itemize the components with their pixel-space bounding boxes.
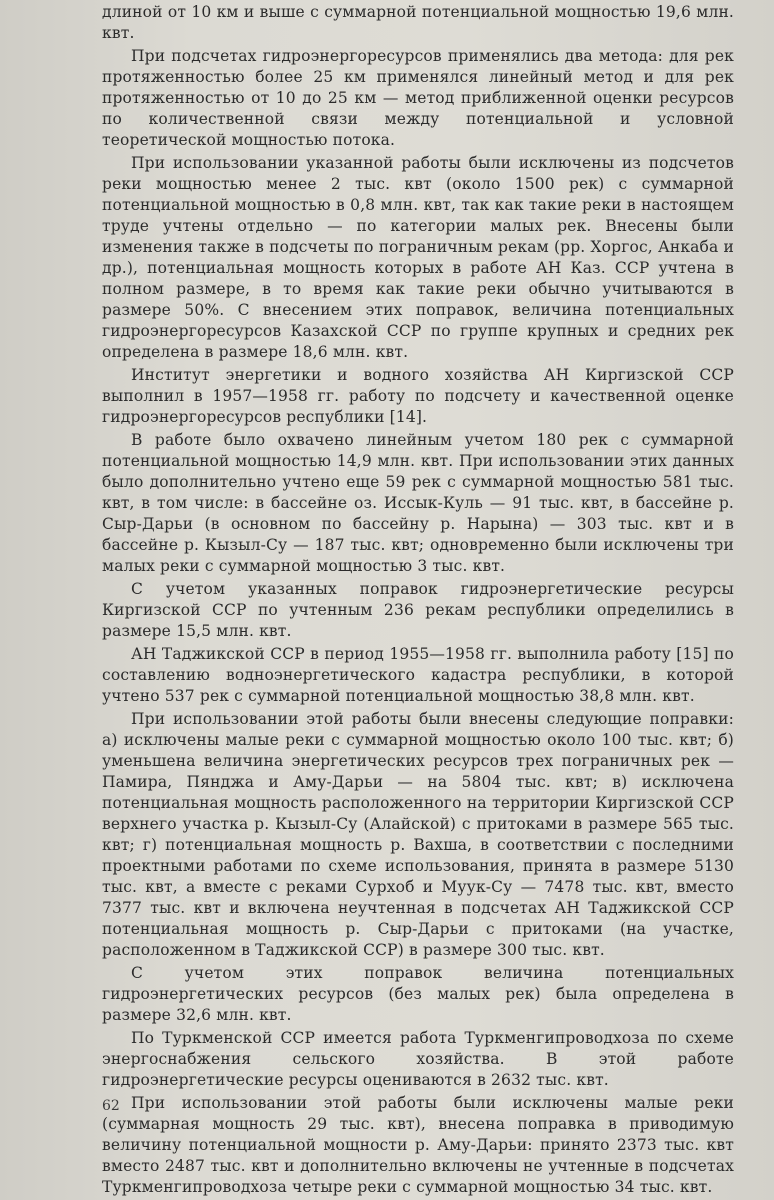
paragraph: АН Таджикской ССР в период 1955—1958 гг. выполнила работу [15] по составлению водноэнергетического кадастра республики, в которой учтено 537 рек с суммарной потенциальной мощностью 38,8 млн. квт. [102, 645, 734, 705]
paragraph: По Туркменской ССР имеется работа Туркменгипроводхоза по схеме энергоснабжения сельского хозяйства. В этой работе гидроэнергетические ресурсы оцениваются в 2632 тыс. квт. [102, 1029, 734, 1089]
paragraph: При использовании этой работы были внесены следующие поправки: а) исключены малые реки с суммарной мощностью около 100 тыс. квт; б) уменьшена величина энергетических ресурсов трех пограничных рек — Памира, Пянджа и Аму-Дарьи — на 5804 тыс. квт; в) исключена потенциальная мощность расположенного на территории Киргизской ССР верхнего участка р. Кызыл-Су (Алайской) с притоками в размере 565 тыс. квт; г) потенциальная мощность р. Вахша, в соответствии с последними проектными работами по схеме использования, принята в размере 5130 тыс. квт, а вместе с реками Сурхоб и Муук-Су — 7478 тыс. квт, вместо 7377 тыс. квт и включена неучтенная в подсчетах АН Таджикской ССР потенциальная мощность р. Сыр-Дарьи с притоками (на участке, расположенном в Таджикской ССР) в размере 300 тыс. квт. [102, 710, 734, 959]
paragraph: В работе было охвачено линейным учетом 180 рек с суммарной потенциальной мощностью 14,9 млн. квт. При использовании этих данных было дополнительно учтено еще 59 рек с суммарной мощностью 581 тыс. квт, в том числе: в бассейне оз. Иссык-Куль — 91 тыс. квт, в бассейне р. Сыр-Дарьи (в основном по бассейну р. Нарына) — 303 тыс. квт и в бассейне р. Кызыл-Су — 187 тыс. квт; одновременно были исключены три малых реки с суммарной мощностью 3 тыс. квт. [102, 431, 734, 575]
body-text [102, 2, 734, 1198]
paragraph: длиной от 10 км и выше с суммарной потенциальной мощностью 19,6 млн. квт. [102, 3, 734, 42]
paragraph: С учетом указанных поправок гидроэнергетические ресурсы Киргизской ССР по учтенным 236 рекам республики определились в размере 15,5 млн. квт. [102, 580, 734, 640]
page-number: 62 [102, 1098, 120, 1114]
paragraph: Институт энергетики и водного хозяйства АН Киргизской ССР выполнил в 1957—1958 гг. работу по подсчету и качественной оценке гидроэнергоресурсов республики [14]. [102, 366, 734, 426]
paragraph: С учетом этих поправок величина потенциальных гидроэнергетических ресурсов (без малых рек) была определена в размере 32,6 млн. квт. [102, 964, 734, 1024]
paragraph: При использовании этой работы были исключены малые реки (суммарная мощность 29 тыс. квт), внесена поправка в приводимую величину потенциальной мощности р. Аму-Дарьи: принято 2373 тыс. квт вместо 2487 тыс. квт и дополнительно включены не учтенные в подсчетах Туркменгипроводхоза четыре реки с суммарной мощностью 34 тыс. квт. [102, 1094, 734, 1196]
paragraph: При использовании указанной работы были исключены из подсчетов реки мощностью менее 2 тыс. квт (около 1500 рек) с суммарной потенциальной мощностью в 0,8 млн. квт, так как такие реки в настоящем труде учтены отдельно — по категории малых рек. Внесены были изменения также в подсчеты по пограничным рекам (рр. Хоргос, Анкаба и др.), потенциальная мощность которых в работе АН Каз. ССР учтена в полном размере, в то время как такие реки обычно учитываются в размере 50%. С внесением этих поправок, величина потенциальных гидроэнергоресурсов Казахской ССР по группе крупных и средних рек определена в размере 18,6 млн. квт. [102, 154, 734, 361]
paragraph: При подсчетах гидроэнергоресурсов применялись два метода: для рек протяженностью более 25 км применялся линейный метод и для рек протяженностью от 10 до 25 км — метод приближенной оценки ресурсов по количественной связи между потенциальной и условной теоретической мощностью потока. [102, 47, 734, 149]
